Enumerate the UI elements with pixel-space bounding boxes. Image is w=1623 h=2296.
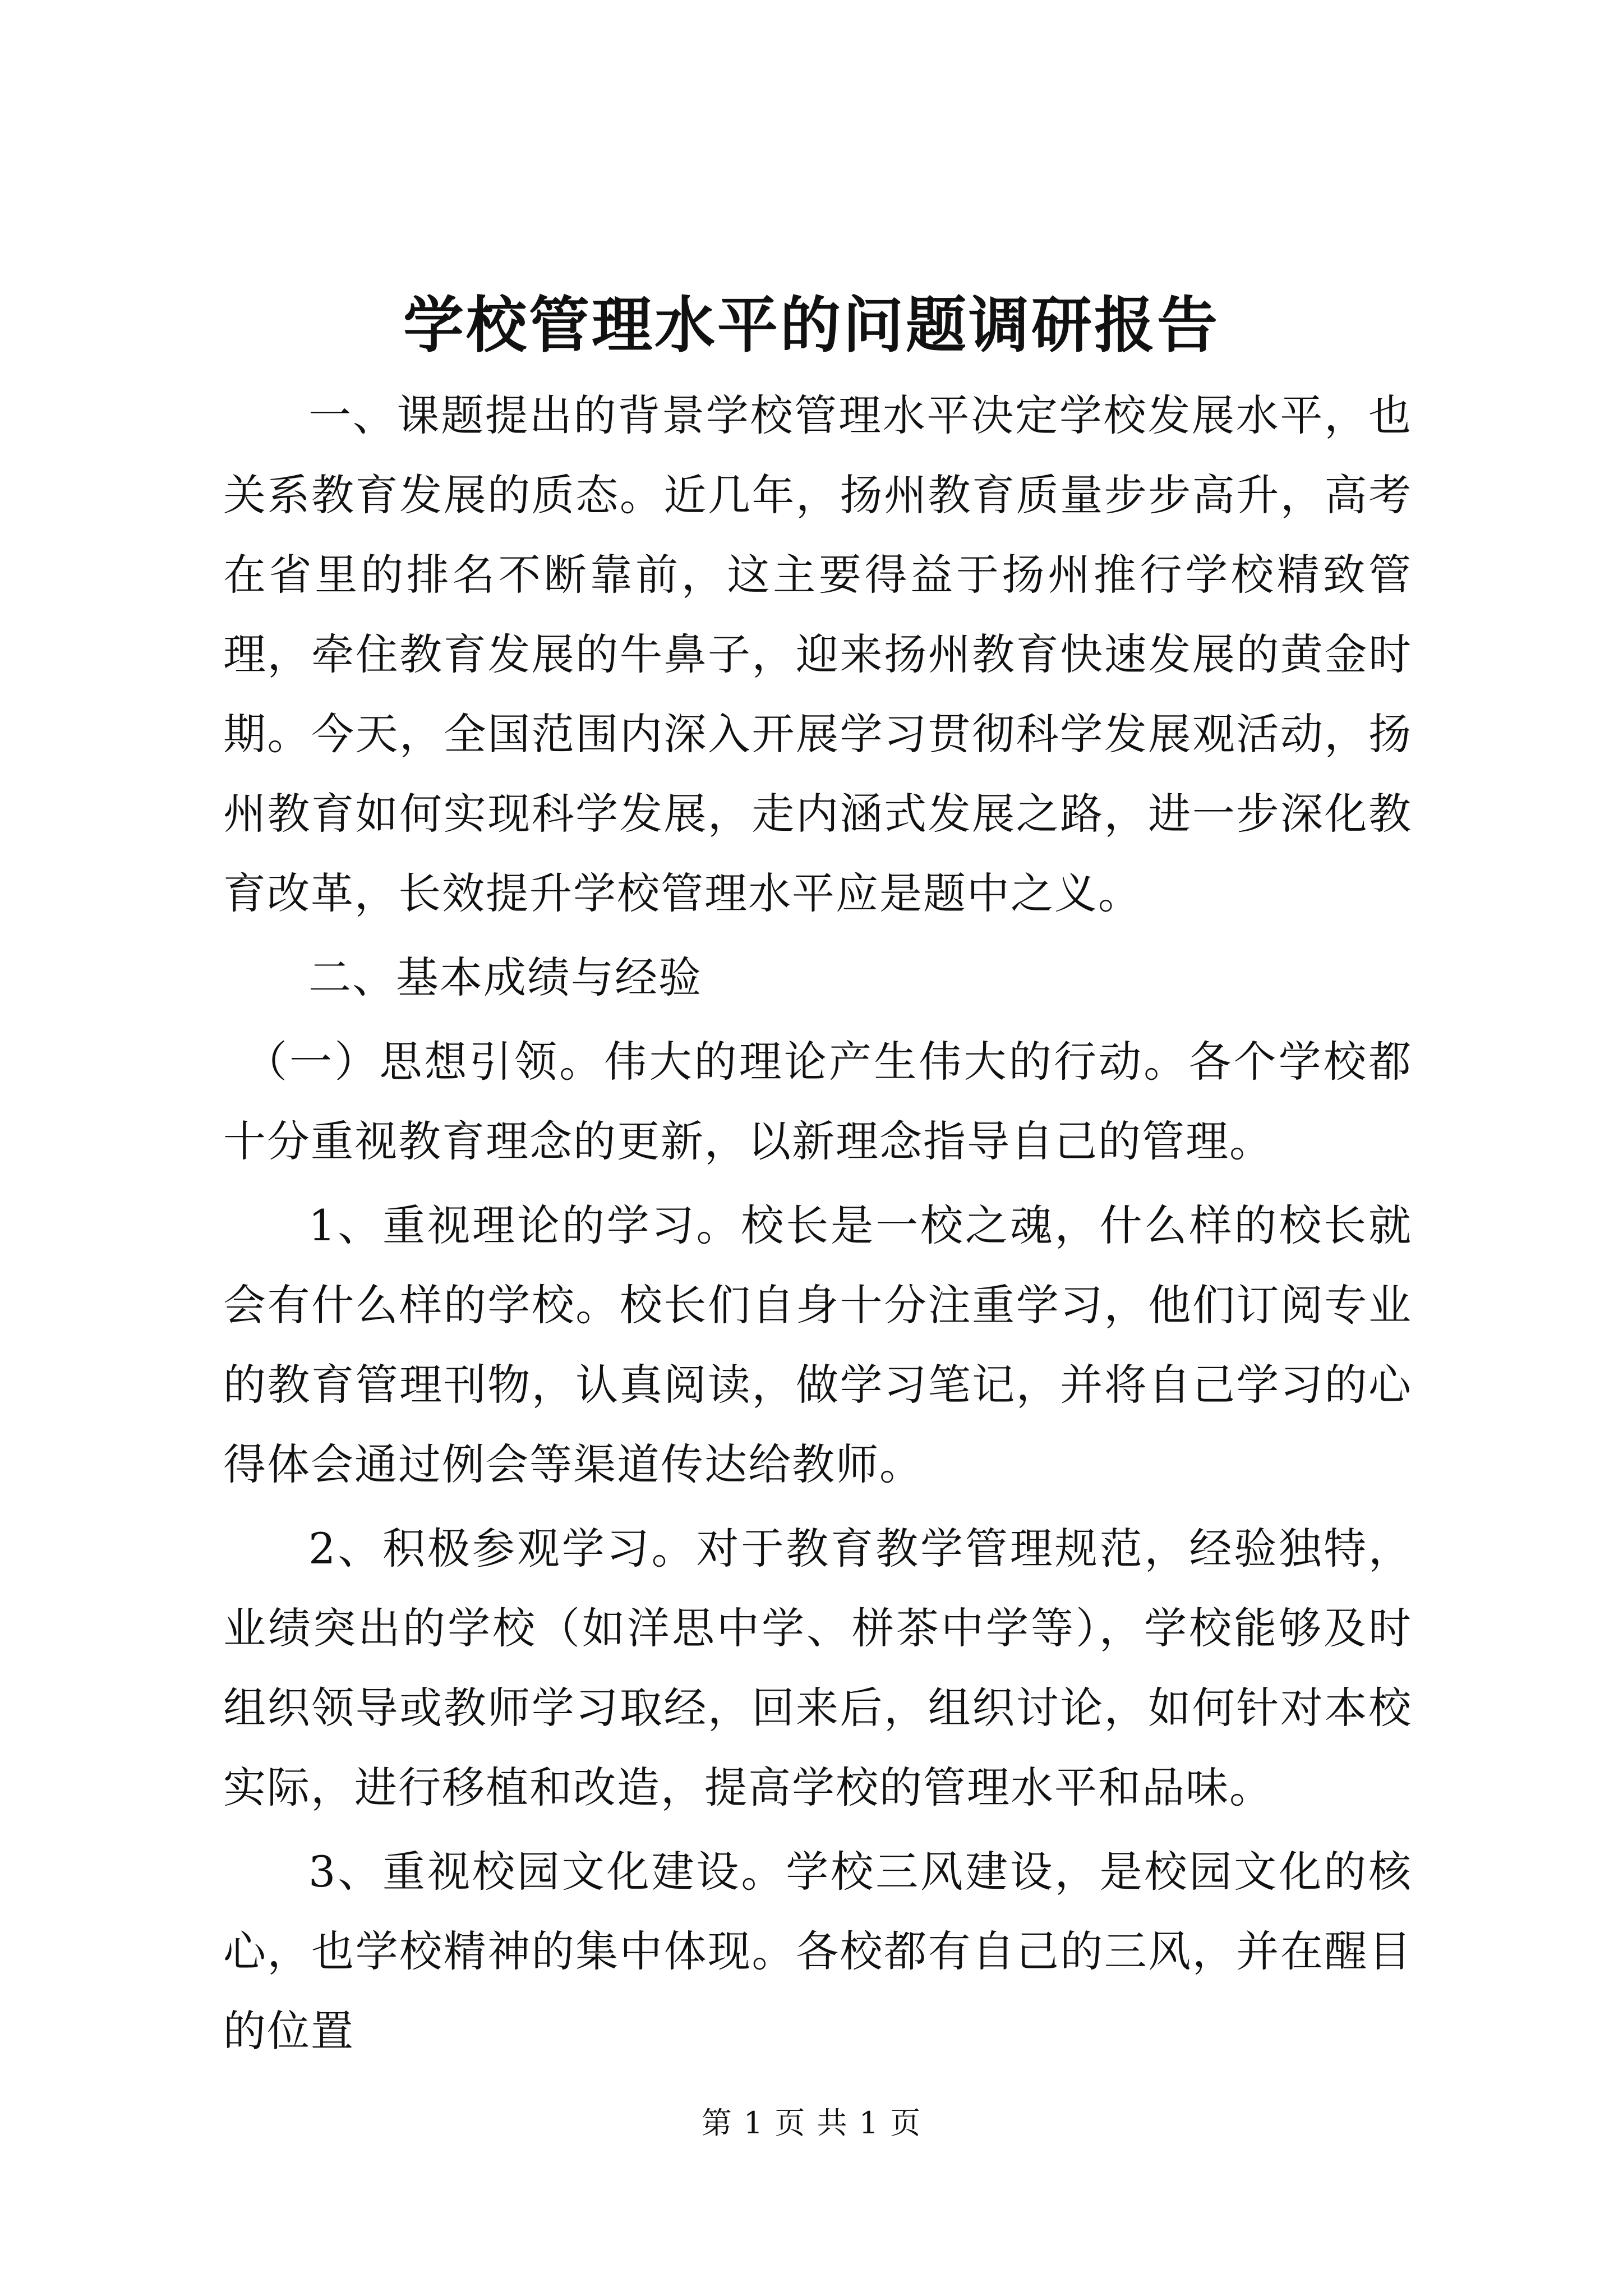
paragraph-visiting-learning: 2、积极参观学习。对于教育教学管理规范，经验独特，业绩突出的学校（如洋思中学、栟茶中学等），学校能够及时组织领导或教师学习取经，回来后，组织讨论，如何针对本校实际，进行移植和改造，提高学校的管理水平和品味。 xyxy=(223,1524,1412,1812)
section-heading-achievements: 二、基本成绩与经验 xyxy=(308,953,702,1002)
paragraph-ideological-guidance: （一）思想引领。伟大的理论产生伟大的行动。各个学校都十分重视教育理念的更新，以新理念指导自己的管理。 xyxy=(223,1037,1412,1166)
paragraph-theory-study: 1、重视理论的学习。校长是一校之魂，什么样的校长就会有什么样的学校。校长们自身十分注重学习，他们订阅专业的教育管理刊物，认真阅读，做学习笔记，并将自己学习的心得体会通过例会等渠道传达给教师。 xyxy=(223,1200,1412,1489)
document-body xyxy=(223,376,1412,2071)
document-title: 学校管理水平的问题调研报告 xyxy=(403,290,1220,361)
paragraph-background: 一、课题提出的背景学校管理水平决定学校发展水平，也关系教育发展的质态。近几年，扬州教育质量步步高升，高考在省里的排名不断靠前，这主要得益于扬州推行学校精致管理，牵住教育发展的牛鼻子，迎来扬州教育快速发展的黄金时期。今天，全国范围内深入开展学习贯彻科学发展观活动，扬州教育如何实现科学发展，走内涵式发展之路，进一步深化教育改革，长效提升学校管理水平应是题中之义。 xyxy=(223,390,1412,918)
paragraph-campus-culture: 3、重视校园文化建设。学校三风建设，是校园文化的核心，也学校精神的集中体现。各校都有自己的三风，并在醒目的位置 xyxy=(223,1847,1412,2056)
page-number-footer: 第 1 页 共 1 页 xyxy=(701,2105,922,2141)
